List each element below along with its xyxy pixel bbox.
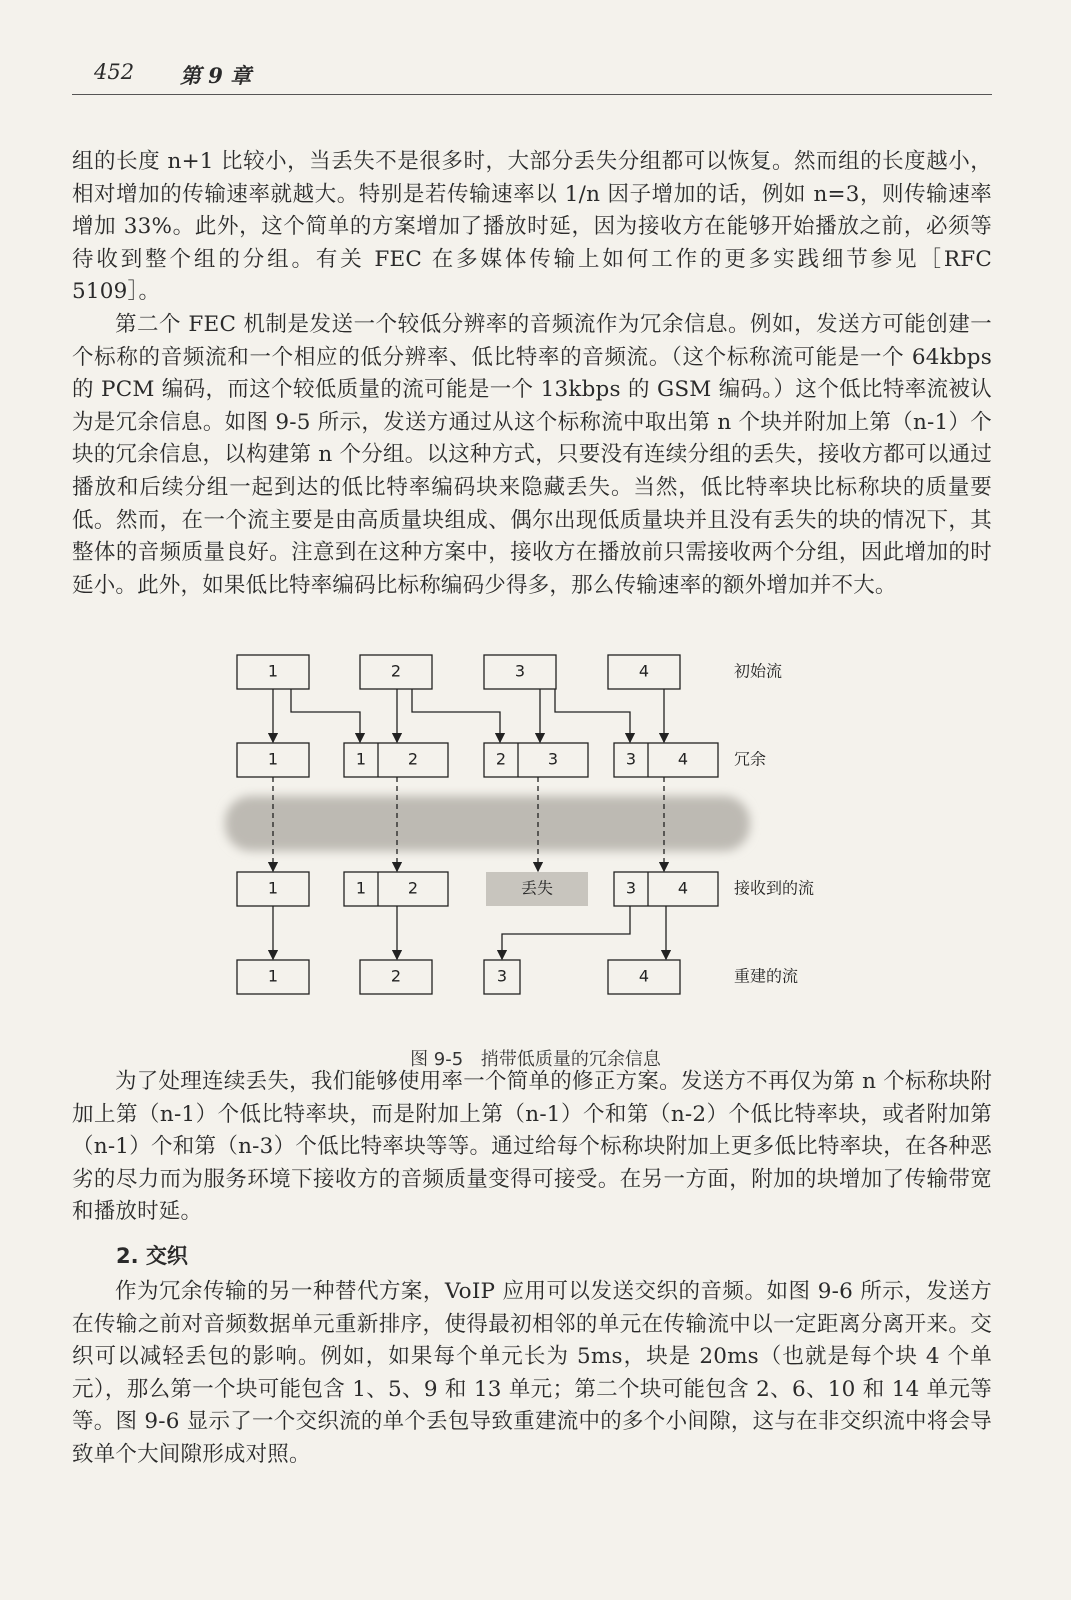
lost-label: 丢失 (520, 878, 554, 898)
row-label-redundant: 冗余 (734, 749, 767, 769)
reconstructed-label-2: 2 (390, 966, 402, 986)
network-band (225, 796, 750, 851)
received-label-2b: 2 (407, 878, 419, 898)
original-label-3: 3 (514, 661, 526, 681)
row-label-original: 初始流 (734, 661, 783, 681)
received-label-4b: 4 (677, 878, 689, 898)
paragraph-4: 作为冗余传输的另一种替代方案，VoIP 应用可以发送交织的音频。如图 9-6 所示，发送方在传输之前对音频数据单元重新排序，使得最初相邻的单元在传输流中以一定距离分离开来。交织可以减轻丢包的影响。例如，如果每个单元长为 5ms，块是 20ms（也就是每个块 4 个单元），那么第一个块可能包含 1、5、9 和 13 单元；第二个块可能包含 2、6、10 和 14 单元等等。图 9-6 显示了一个交织流的单个丢包导致重建流中的多个小间隙，这与在非交织流中将会导致单个大间隙形成对照。 (72, 1279, 992, 1467)
redundant-label-4a: 3 (625, 749, 637, 769)
reconstructed-label-1: 1 (267, 966, 279, 986)
paragraph-1: 组的长度 n+1 比较小，当丢失不是很多时，大部分丢失分组都可以恢复。然而组的长度越小，相对增加的传输速率就越大。特别是若传输速率以 1/n 因子增加的话，例如 n=3，则传输速率增加 33%。此外，这个简单的方案增加了播放时延，因为接收方在能够开始播放之前，必须等待收到整个组的分组。有关 FEC 在多媒体传输上如何工作的更多实践细节参见［RFC 5109］。 (72, 149, 992, 305)
paragraph-2: 第二个 FEC 机制是发送一个较低分辨率的音频流作为冗余信息。例如，发送方可能创建一个标称的音频流和一个相应的低分辨率、低比特率的音频流。（这个标称流可能是一个 64kbps 的 PCM 编码，而这个较低质量的流可能是一个 13kbps 的 GSM 编码。）这个低比特率流被认为是冗余信息。如图 9-5 所示，发送方通过从这个标称流中取出第 n 个块并附加上第（n-1）个块的冗余信息，以构建第 n 个分组。以这种方式，只要没有连续分组的丢失，接收方都可以通过播放和后续分组一起到达的低比特率编码块来隐藏丢失。当然，低比特率块比标称块的质量要低。然而，在一个流主要是由高质量块组成、偶尔出现低质量块并且没有丢失的块的情况下，其整体的音频质量良好。注意到在这种方案中，接收方在播放前只需接收两个分组，因此增加的时延小。此外，如果低比特率编码比标称编码少得多，那么传输速率的额外增加并不大。 (72, 312, 992, 598)
section-heading: 2. 交织 (116, 1244, 188, 1268)
redundant-label-4b: 4 (677, 749, 689, 769)
redundant-label-2b: 2 (407, 749, 419, 769)
original-label-2: 2 (390, 661, 402, 681)
chapter-title: 第 9 章 (180, 63, 252, 88)
paragraph-3: 为了处理连续丢失，我们能够使用率一个简单的修正方案。发送方不再仅为第 n 个标称块附加上第（n-1）个低比特率块，而是附加上第（n-1）个和第（n-2）个低比特率块，或者附加第（n-1）个和第（n-3）个低比特率块等等。通过给每个标称块附加上更多低比特率块，在各种恶劣的尽力而为服务环境下接收方的音频质量变得可接受。在另一方面，附加的块增加了传输带宽和播放时延。 (72, 1069, 992, 1225)
redundant-label-2a: 1 (355, 749, 367, 769)
redundant-label-1a: 1 (267, 749, 279, 769)
page-number: 452 (94, 60, 135, 84)
redundant-label-3b: 3 (547, 749, 559, 769)
row-label-reconstructed: 重建的流 (734, 966, 799, 986)
received-label-1a: 1 (267, 878, 279, 898)
figure-number: 图 9-5 (410, 1049, 464, 1070)
figure-title: 捎带低质量的冗余信息 (480, 1049, 661, 1070)
original-label-4: 4 (638, 661, 650, 681)
received-label-2a: 1 (355, 878, 367, 898)
original-label-1: 1 (267, 661, 279, 681)
reconstructed-label-3: 3 (496, 966, 508, 986)
reconstructed-label-4: 4 (638, 966, 650, 986)
redundant-label-3a: 2 (495, 749, 507, 769)
received-label-4a: 3 (625, 878, 637, 898)
row-label-received: 接收到的流 (734, 878, 815, 898)
